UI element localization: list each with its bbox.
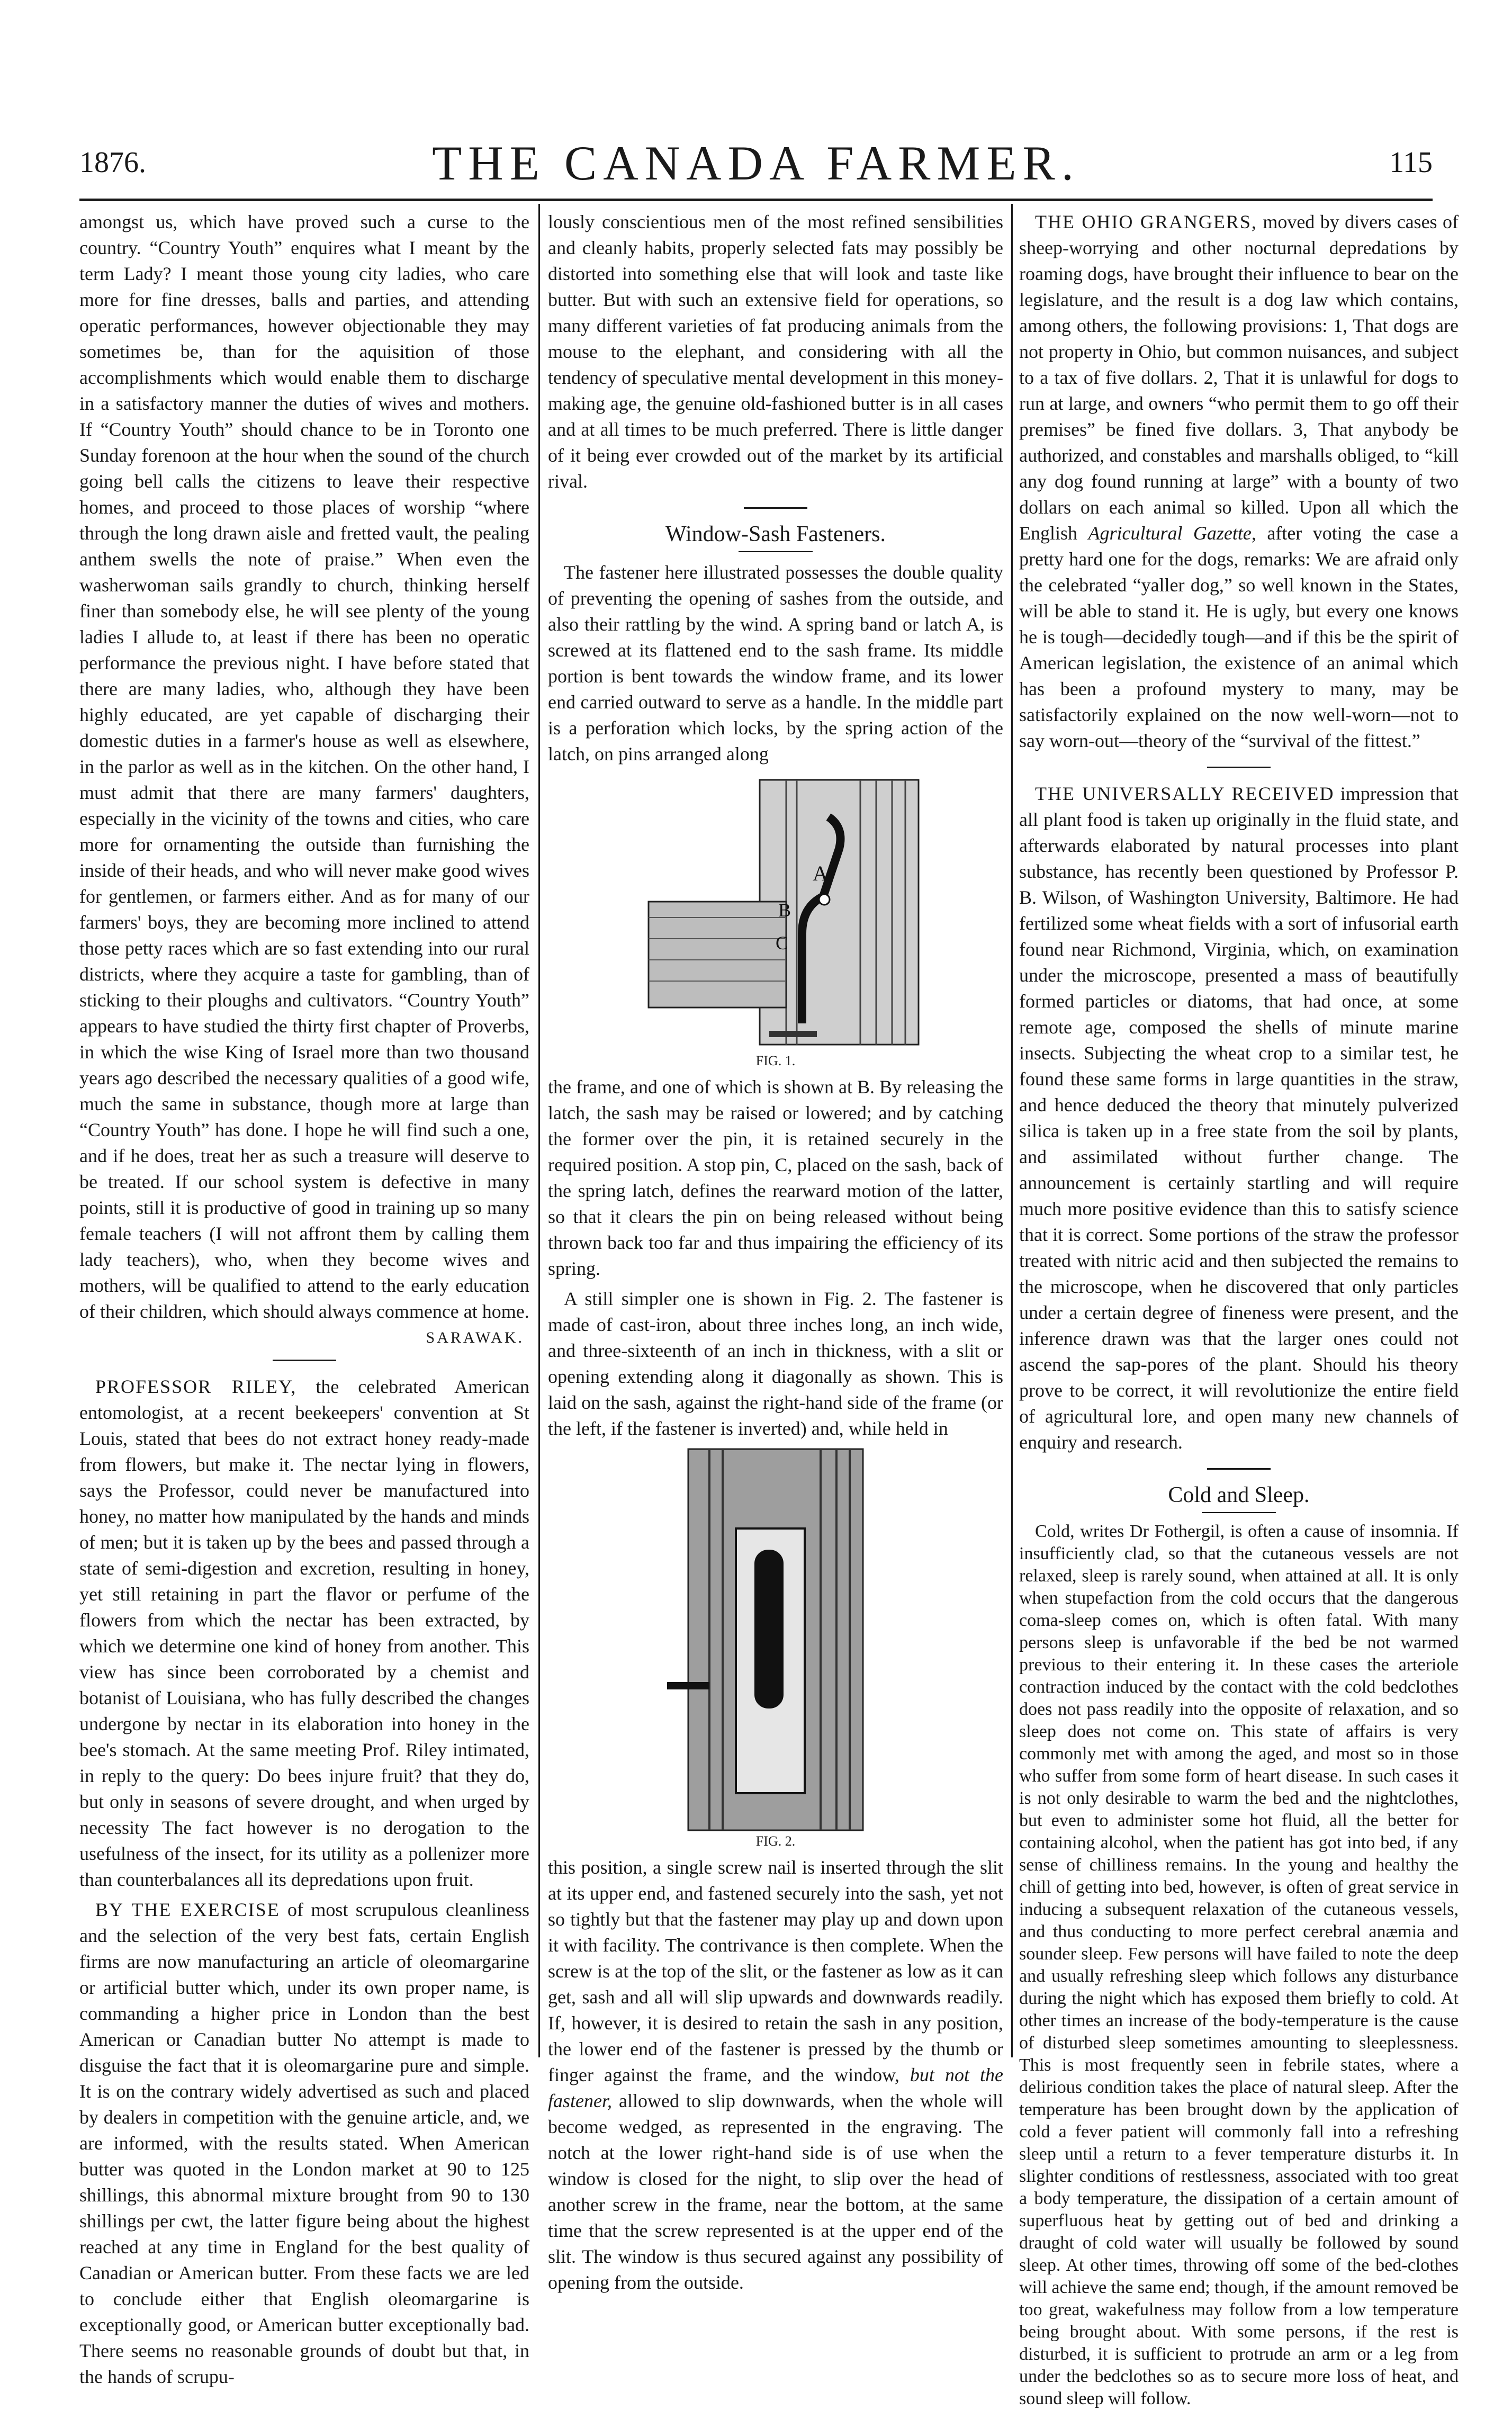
masthead-year: 1876. [79, 146, 146, 179]
paragraph-text: the celebrated American entomologist, at a recent beekeepers' convention at St Louis, stated that bees do not extract honey ready-made from flowers, but make it. The nectar lying in flowers, says the Professor, could never be manufactured into honey, no matter how manipulated by the hands and minds of men; but it is taken up by the bees and passed through a state of semi-digestion and excretion, resulting in honey, yet still retaining in part the flavor or perfume of the flowers from which the nectar has been extracted, by which we determine one kind of honey from another. This view has since been corroborated by a chemist and botanist of Louisiana, who has fully described the changes undergone by nectar in its elaboration into honey in the bee's stomach. At the same meeting Prof. Riley intimated, in reply to the query: Do bees injure fruit? that they do, but only in seasons of severe drought, and when urged by necessity The fact however is no derogation to the usefulness of the insect, for its utility as a pollenizer more than counterbalances all its depredations upon fruit. [79, 1376, 529, 1890]
signature: SARAWAK. [426, 1329, 524, 1346]
cold-and-sleep-body [1019, 1521, 1459, 2410]
paragraph-text: of most scrupulous cleanliness and the selection of the very best fats, certain English firms are now manufacturing an article of oleomargarine or artificial butter which, under its own proper name, is commanding a higher price in London than the best American or Canadian butter No attempt is made to disguise the fact that it is oleomargarine pure and simple. It is on the contrary widely advertised as such and placed by dealers in competition with the genuine article, and, we are informed, with the results stated. When American butter was quoted in the London market at 90 to 125 shillings, this abnormal mixture brought from 90 to 130 shillings per cwt, the latter figure being about the highest reached at any time in England for the best quality of Canadian or American butter. From these facts we are led to conclude either that English oleomargarine is exceptionally good, or American butter exceptionally bad. There seems no reasonable grounds of doubt but that, in the hands of scrupu- [79, 1899, 529, 2387]
article-heading: Cold and Sleep. [1168, 1483, 1310, 1507]
paragraph-text: allowed to slip downwards, when the whole will become wedged, as represented in the engraving. The notch at the lower right-hand side is of use when the window is closed for the night, to slip over the head of another screw in the frame, near the bottom, at the same time that the screw represented is at the upper end of the slit. The window is thus secured against any possibility of opening from the outside. [548, 2090, 1003, 2293]
figure-2-caption: FIG. 2. [755, 1833, 796, 1849]
lead-in: BY THE EXERCISE [95, 1899, 280, 1920]
section-separator [273, 1360, 336, 1361]
column-divider [538, 204, 540, 2057]
figure-label-a: A [813, 861, 828, 885]
section-separator [1207, 767, 1271, 768]
figure-label-b: B [778, 900, 791, 921]
article-paragraph: Cold, writes Dr Fothergil, is often a cause of insomnia. If insufficiently clad, so that the cutaneous vessels are not relaxed, sleep is rarely sound, when attained at all. It is only when stupefaction from the cold occurs that the dangerous coma-sleep comes on, which is often fatal. With many persons sleep is unfavorable if the bed be not warmed previous to their entering it. In these cases the arteriole contraction induced by the contact with the cold bedclothes does not pass readily into the opposite of relaxation, and so sleep does not come on. This state of affairs is very commonly met with among the aged, and most so in those who suffer from some form of heart disease. In such cases it is not only desirable to warm the bed and the nightclothes, but even to administer some hot fluid, all the better for containing alcohol, when the patient has got into bed, if any sense of chilliness remains. In the young and healthy the chill of getting into bed, however, is often of great service in inducing a subsequent relaxation of the cutaneous vessels, and thus conducting to more perfect cerebral anæmia and sounder sleep. Few persons will have failed to note the deep and usually refreshing sleep which follows any disturbance during the night which has exposed them briefly to cold. At other times an increase of the body-temperature is the cause of disturbed sleep sometimes amounting to sleeplessness. This is most frequently seen in febrile states, where a delirious condition takes the place of natural sleep. After the temperature has been brought down by the application of cold a fever patient will commonly fall into a refreshing sleep until a return to a fever temperature disturbs it. In slighter conditions of restlessness, associated with too great a body temperature, the dissipation of a certain amount of superfluous heat by getting out of bed and drinking a draught of cold water will usually be followed by sound sleep. At other times, throwing off some of the bed-clothes will achieve the same end; though, if the amount removed be too great, wakefulness may follow from a low temperature being brought about. With some persons, if the rest is disturbed, it is sufficient to protrude an arm or a leg from under the bedclothes so as to secure more loss of heat, and sound sleep will follow. [1019, 1522, 1459, 2408]
article-paragraph [79, 1374, 529, 1893]
masthead-title: THE CANADA FARMER. [432, 136, 1080, 190]
figure-1-caption: FIG. 1. [755, 1053, 796, 1068]
paragraph-text: this position, a single screw nail is inserted through the slit at its upper end, and fastened securely into the sash, yet not so tightly but that the fastener may play up and down upon it with facility. The contrivance is then complete. When the screw is at the top of the slit, or the fastener as low as it can get, sash and all will slip upwards and downwards readily. If, however, it is desired to retain the sash in any position, the lower end of the fastener is pressed by the thumb or finger against the frame, and the window, [548, 1857, 1003, 2085]
paragraph-italic: but not the fastener, [548, 2064, 1003, 2111]
article-paragraph [1019, 209, 1459, 754]
figure-2-illustration [678, 1449, 874, 1830]
article-paragraph: The fastener here illustrated possesses the double quality of preventing the opening of sashes from the outside, and also their rattling by the wind. A spring band or latch A, is screwed at its flattened end to the sash frame. Its middle portion is bent towards the window frame, and its lower end carried outward to serve as a handle. In the middle part is a perforation which locks, by the spring action of the latch, on pins arranged along [548, 562, 1003, 765]
paragraph-italic: Agricultural Gazette, [1088, 523, 1256, 544]
article-paragraph [1019, 781, 1459, 1455]
article-paragraph [79, 1897, 529, 2390]
paragraph-text: moved by divers cases of sheep-worrying and other nocturnal depredations by roaming dogs, have brought their influence to bear on the legislature, and the result is a dog law which contains, among others, the following provisions: 1, That dogs are not property in Ohio, but common nuisances, and subject to a tax of five dollars. 2, That it is unlawful for dogs to run at large, and owners “who permit them to go off their premises” be fined five dollars. 3, That anybody be authorized, and constables and marshalls obliged, to “kill any dog found running at large” with a bounty of two dollars on each animal so killed. Upon all which the English [1019, 211, 1459, 544]
figure-1-illustration [627, 775, 924, 1050]
column-2 [548, 209, 1003, 2293]
section-separator [744, 507, 807, 509]
heading-rule [1202, 1512, 1276, 1513]
masthead-rule [79, 199, 1433, 201]
article-paragraph: the frame, and one of which is shown at B. By releasing the latch, the sash may be raised or lowered; and by catching the former over the pin, it is retained securely in the required position. A stop pin, C, placed on the sash, back of the spring latch, defines the rearward motion of the latter, so that it clears the pin on being released without being thrown back too far and thus impairing the efficiency of its spring. [548, 1076, 1003, 1279]
article-paragraph: lously conscientious men of the most refined sensibilities and cleanly habits, properly selected fats may possibly be distorted into something else that will look and taste like butter. But with such an extensive field for operations, so many different varieties of fat producing animals from the mouse to the elephant, and considering with all the tendency of speculative mental development in this money-making age, the genuine old-fashioned butter is in all cases and at all times to be much preferred. There is little danger of it being ever crowded out of the market by its artificial rival. [548, 211, 1003, 492]
lead-in: THE UNIVERSALLY RECEIVED [1035, 783, 1335, 804]
paragraph-text: after voting the case a pretty hard one for the dogs, remarks: We are afraid only the celebrated “yaller dog,” so well known in the States, will be able to stand it. He is ugly, but every one knows he is tough—decidedly tough—and if this be the spirit of American legislation, the existence of an animal which has been a profound mystery to many, may be satisfactorily explained on the now well-worn—not to say worn-out—theory of the “survival of the fittest.” [1019, 523, 1459, 751]
lead-in: PROFESSOR RILEY, [95, 1376, 297, 1397]
figure-label-c: C [776, 932, 789, 954]
section-separator [1207, 1468, 1271, 1470]
article-paragraph [548, 1855, 1003, 2296]
lead-in: THE OHIO GRANGERS, [1035, 211, 1257, 232]
article-heading: Window-Sash Fasteners. [665, 522, 886, 546]
window-sash-latch-drawing [627, 775, 924, 1050]
paragraph-text: impression that all plant food is taken up originally in the fluid state, and afterwards elaborated by natural processes into plant substance, has recently been questioned by Professor P. B. Wilson, of Washington University, Baltimore. He had fertilized some wheat fields with a sort of infusorial earth found near Richmond, Virginia, which, on examination under the microscope, presented a mass of beautifully formed particles or diatoms, that had once, at some remote age, composed the shells of minute marine insects. Subjecting the wheat crop to a similar test, he found these same forms in large quantities in the straw, and hence deduced the theory that minutely pulverized silica is taken up in a free state from the soil by plants, and assimilated without further change. The announcement is certainly startling and will require much more positive evidence than this to satisfy science that it is correct. Some portions of the straw the professor treated with nitric acid and then subjected the remains to the microscope, when he discovered that only particles under a certain degree of fineness were present, and the inference drawn was that the larger ones could not ascend the sap-pores of the plant. Should his theory prove to be correct, it will revolutionize the entire field of agricultural lore, and open many new channels of enquiry and research. [1019, 783, 1459, 1453]
masthead [79, 135, 1433, 199]
cast-iron-fastener-drawing [678, 1449, 874, 1830]
article-paragraph: A still simpler one is shown in Fig. 2. The fastener is made of cast-iron, about three inches long, an inch wide, and three-sixteenth of an inch in thickness, with a slit or opening extending along it diagonally as shown. This is laid on the sash, against the right-hand side of the frame (or the left, if the fastener is inverted) and, while held in [548, 1288, 1003, 1439]
column-3 [1019, 209, 1459, 2408]
heading-rule [739, 551, 813, 552]
article-paragraph: amongst us, which have proved such a curse to the country. “Country Youth” enquires what I meant by the term Lady? I meant those young city ladies, who care more for fine dresses, balls and parties, and attending operatic performances, however objectionable they may sometimes be, than for the aquisition of those accomplishments which would enable them to discharge in a satisfactory manner the duties of wives and mothers. If “Country Youth” should chance to be in Toronto one Sunday forenoon at the hour when the sound of the church going bell calls the citizens to leave their respective homes, and proceed to those places of worship “where through the long drawn aisle and fretted vault, the pealing anthem swells the note of praise.” When even the washerwoman sails grandly to church, thinking herself finer than somebody else, he will see plenty of the young ladies I allude to, at least if there has been no operatic performance the previous night. I have before stated that there are many ladies, who, although they have been highly educated, are yet capable of discharging their domestic duties in a farmer's house as well as elsewhere, in the parlor as well as in the kitchen. On the other hand, I must admit that there are many farmers' daughters, especially in the vicinity of the towns and cities, who care more for ornamenting the outside than furnishing the inside of their heads, and who will never make good wives for gentlemen, or farmers either. And as for many of our farmers' boys, they are becoming more inclined to attend those petty races which are so fast extending into our rural districts, where they acquire a taste for gambling, than of sticking to their ploughs and cultivators. “Country Youth” appears to have studied the thirty first chapter of Proverbs, in which the wise King of Israel more than two thousand years ago described the necessary qualities of a good wife, much the same in substance, though more at large than “Country Youth” has done. I hope he will find such a one, and if he does, treat her as such a treasure will deserve to be treated. If our school system is defective in many points, still it is productive of good in training up so many female teachers (I will not affront them by calling them lady teachers), who, when they become wives and mothers, will be qualified to attend to the early education of their children, which should always commence at home. [79, 211, 529, 1322]
column-divider [1011, 204, 1013, 2057]
page-number: 115 [1389, 146, 1433, 179]
column-1 [79, 209, 529, 2387]
